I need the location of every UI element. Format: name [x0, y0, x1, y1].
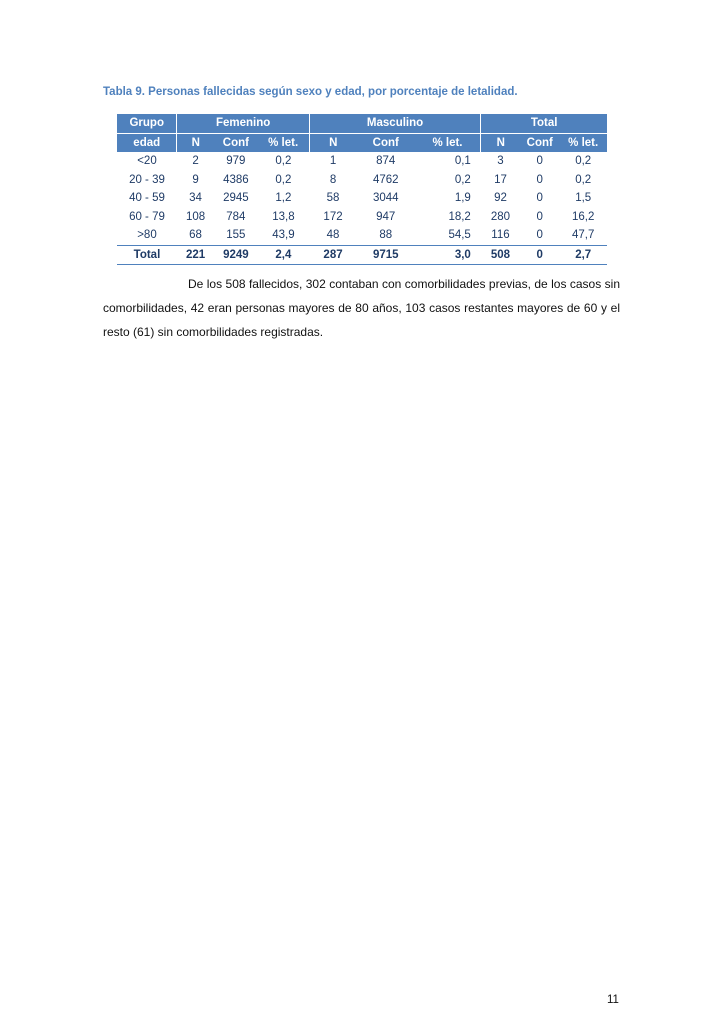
header-total: Total [481, 114, 607, 133]
cell-fem-n: 2 [192, 155, 199, 168]
header-fem-n: N [177, 133, 214, 152]
cell-masc-n: 8 [329, 173, 337, 186]
cell-tot-n: 3 [497, 155, 504, 168]
cell-masc-let: 54,5 [448, 229, 471, 242]
cell-tot-let: 1,5 [575, 192, 592, 205]
cell-masc-let: 0,1 [454, 155, 471, 168]
total-masc-n: 287 [309, 245, 357, 265]
cell-grupo: 20 - 39 [129, 173, 165, 186]
cell-fem-let: 43,9 [272, 229, 295, 242]
header-femenino: Femenino [177, 114, 309, 133]
table-header-row-2 [117, 133, 607, 152]
cell-masc-conf: 874 [376, 155, 396, 168]
cell-masc-conf: 947 [376, 210, 396, 223]
cell-tot-n: 280 [490, 210, 511, 223]
cell-fem-conf: 784 [226, 210, 246, 223]
header-grupo: Grupo [117, 114, 177, 133]
table-row [117, 189, 607, 208]
cell-fem-conf: 4386 [223, 173, 249, 186]
cell-tot-conf: 0 [536, 192, 543, 205]
header-masc-conf: Conf [357, 133, 415, 152]
cell-grupo: 40 - 59 [129, 192, 165, 205]
page-number: 11 [607, 994, 619, 1006]
table-header-row-1 [117, 114, 607, 133]
table-row [117, 152, 607, 171]
cell-tot-n: 116 [491, 229, 510, 242]
total-masc-conf: 9715 [357, 245, 415, 265]
cell-masc-conf: 88 [379, 229, 393, 242]
cell-tot-n: 17 [494, 173, 507, 186]
cell-masc-let: 18,2 [448, 210, 471, 223]
cell-tot-let: 0,2 [575, 155, 592, 168]
cell-fem-conf: 2945 [223, 192, 249, 205]
cell-masc-n: 58 [326, 192, 340, 205]
cell-tot-conf: 0 [536, 173, 543, 186]
cell-fem-n: 68 [189, 229, 202, 242]
total-fem-n: 221 [177, 245, 214, 265]
cell-fem-conf: 979 [226, 155, 246, 168]
cell-fem-let: 13,8 [272, 210, 295, 223]
cell-tot-n: 92 [494, 192, 507, 205]
total-label: Total [117, 245, 177, 265]
table-caption: Tabla 9. Personas fallecidas según sexo y edad, por porcentaje de letalidad. [103, 86, 518, 98]
cell-tot-conf: 0 [536, 210, 543, 223]
cell-fem-n: 34 [189, 192, 202, 205]
table-total-row [117, 245, 607, 265]
table-row [117, 171, 607, 190]
cell-fem-let: 1,2 [275, 192, 292, 205]
cell-masc-n: 48 [326, 229, 340, 242]
cell-fem-conf: 155 [226, 229, 246, 242]
total-fem-conf: 9249 [214, 245, 257, 265]
body-paragraph: De los 508 fallecidos, 302 contaban con comorbilidades previas, de los casos sin comorbilidades, 42 eran personas mayores de 80 años, 103 casos restantes mayores de 60 y el resto (61) sin comorbilidades registradas. [103, 277, 620, 339]
header-fem-let: % let. [258, 133, 310, 152]
cell-tot-let: 47,7 [572, 229, 595, 242]
mortality-table [117, 114, 607, 265]
cell-masc-n: 1 [329, 155, 337, 168]
header-edad: edad [117, 133, 177, 152]
cell-fem-let: 0,2 [275, 155, 292, 168]
cell-grupo: >80 [137, 229, 157, 242]
cell-masc-conf: 4762 [372, 173, 399, 186]
header-tot-conf: Conf [520, 133, 559, 152]
total-tot-conf: 0 [520, 245, 559, 265]
header-tot-n: N [481, 133, 520, 152]
cell-fem-n: 9 [192, 173, 199, 186]
cell-fem-n: 108 [185, 210, 206, 223]
total-tot-let: 2,7 [559, 245, 607, 265]
total-masc-let: 3,0 [415, 245, 481, 265]
cell-grupo: <20 [137, 155, 157, 168]
table-row [117, 226, 607, 245]
header-fem-conf: Conf [214, 133, 257, 152]
cell-tot-conf: 0 [536, 229, 543, 242]
cell-masc-conf: 3044 [372, 192, 399, 205]
table-row [117, 208, 607, 227]
cell-fem-let: 0,2 [275, 173, 292, 186]
header-tot-let: % let. [559, 133, 607, 152]
cell-grupo: 60 - 79 [129, 210, 165, 223]
header-masc-let: % let. [415, 133, 481, 152]
cell-masc-n: 172 [323, 210, 343, 223]
cell-tot-let: 16,2 [572, 210, 595, 223]
total-fem-let: 2,4 [258, 245, 310, 265]
cell-masc-let: 1,9 [454, 192, 471, 205]
cell-tot-let: 0,2 [575, 173, 592, 186]
total-tot-n: 508 [481, 245, 520, 265]
header-masculino: Masculino [309, 114, 481, 133]
cell-masc-let: 0,2 [454, 173, 471, 186]
header-masc-n: N [309, 133, 357, 152]
cell-tot-conf: 0 [536, 155, 543, 168]
